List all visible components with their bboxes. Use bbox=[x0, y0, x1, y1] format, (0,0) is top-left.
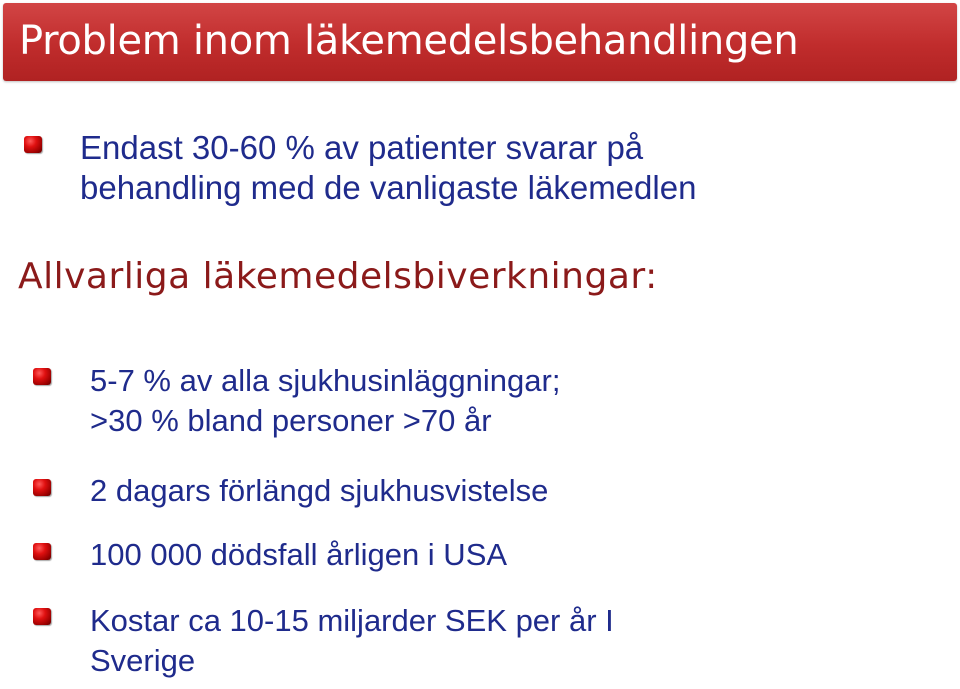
red-square-bullet-icon bbox=[33, 608, 51, 625]
list-item-line: Sverige bbox=[90, 643, 196, 678]
red-square-bullet-icon bbox=[33, 368, 51, 385]
red-square-bullet-icon bbox=[24, 136, 42, 153]
intro-line-2: behandling med de vanligaste läkemedlen bbox=[80, 169, 697, 206]
intro-text bbox=[80, 128, 696, 208]
section-heading: Allvarliga läkemedelsbiverkningar: bbox=[18, 256, 658, 297]
list-item-line: 5-7 % av alla sjukhusinläggningar; bbox=[90, 363, 561, 398]
red-square-bullet-icon bbox=[33, 479, 51, 496]
red-square-bullet-icon bbox=[33, 543, 51, 560]
slide-title: Problem inom läkemedelsbehandlingen bbox=[19, 18, 799, 64]
intro-line-1: Endast 30-60 % av patienter svarar på bbox=[80, 129, 644, 166]
list-item-hospital-stay bbox=[90, 471, 548, 511]
list-item-line: 100 000 dödsfall årligen i USA bbox=[90, 537, 508, 572]
list-item-cost bbox=[90, 601, 614, 681]
list-item-hospitalizations bbox=[90, 361, 560, 441]
list-item-line: 2 dagars förlängd sjukhusvistelse bbox=[90, 473, 549, 508]
list-item-line: Kostar ca 10-15 miljarder SEK per år I bbox=[90, 603, 614, 638]
title-bar bbox=[3, 3, 957, 81]
list-item-deaths bbox=[90, 535, 507, 575]
list-item-line: >30 % bland personer >70 år bbox=[90, 403, 492, 438]
